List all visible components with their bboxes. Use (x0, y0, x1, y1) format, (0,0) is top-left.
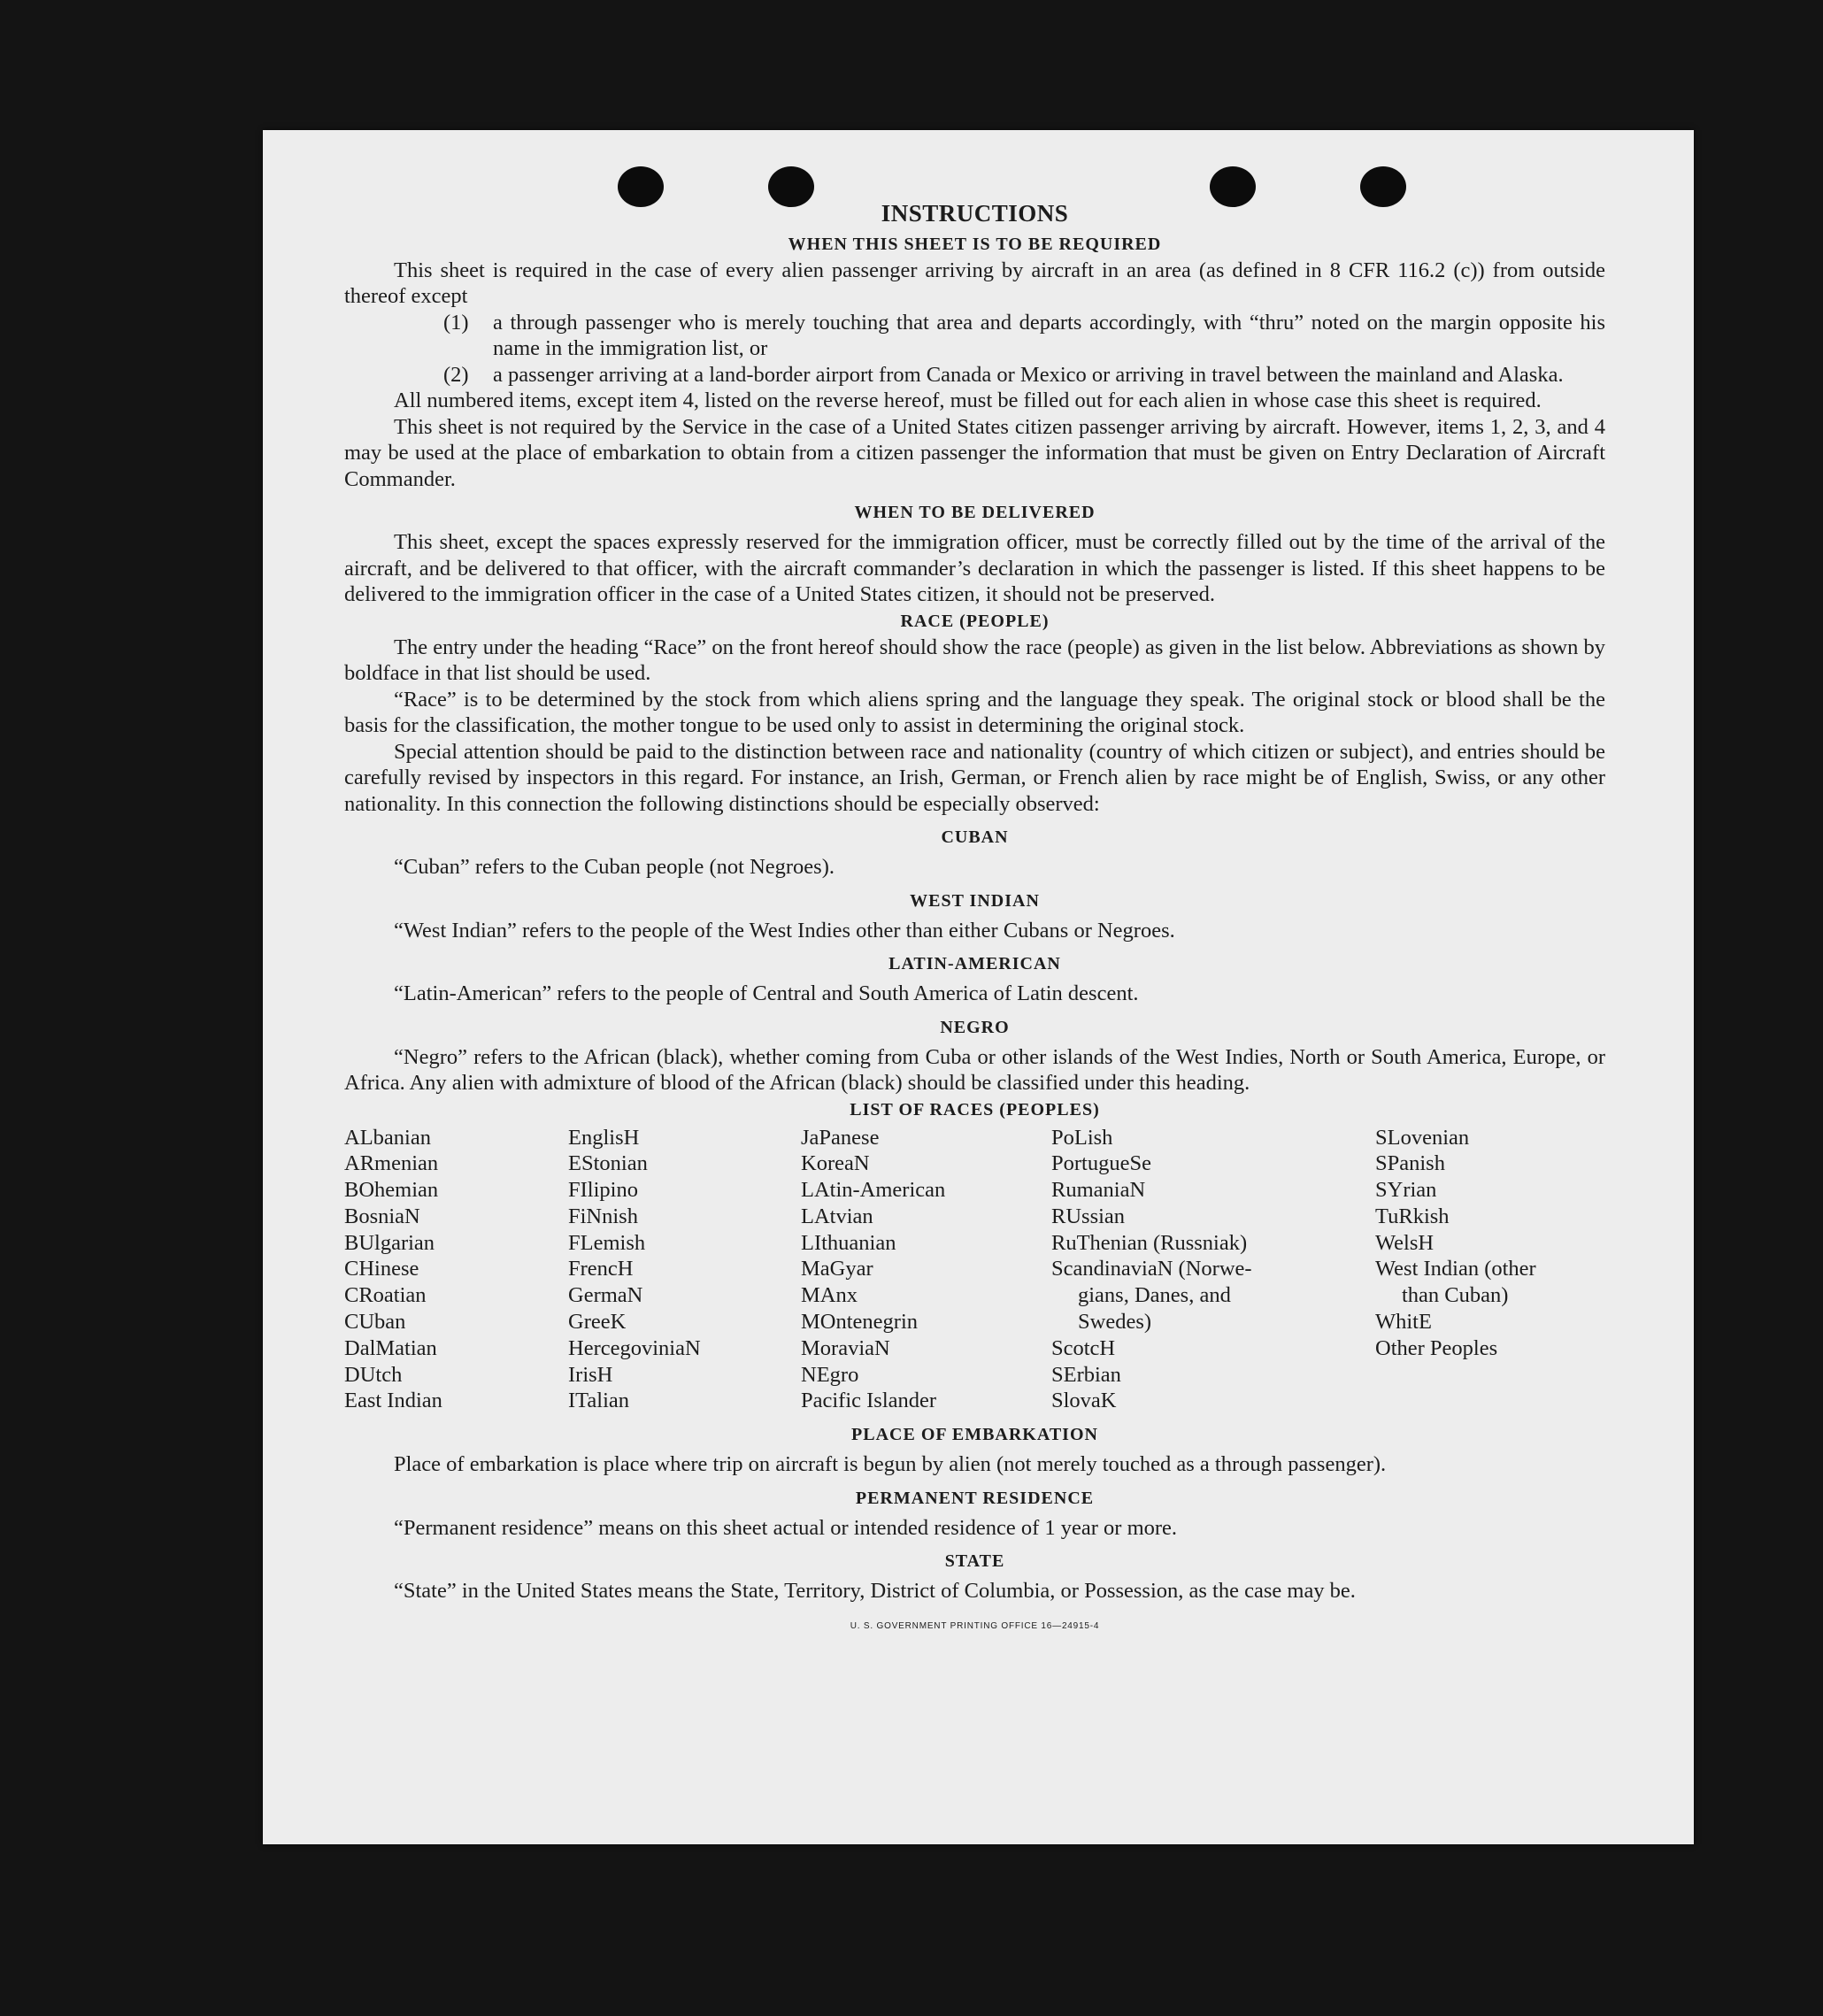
paragraph: This sheet is not required by the Service in the case of a United States citizen passenger arriving by aircraft. However, items 1, 2, 3, and 4 may be used at the place of embarkation to obtain from a citizen passenger the information that must be given on Entry Declaration of Aircraft Commander. (344, 414, 1605, 491)
list-item: MOntenegrin (801, 1310, 918, 1335)
paragraph: “Race” is to be determined by the stock from which aliens spring and the language they speak. The original stock or blood shall be the basis for the classification, the mother tongue to be used only to assist in determining the original stock. (344, 687, 1605, 737)
section-heading-state: STATE (944, 1551, 1005, 1572)
section-heading-negro: NEGRO (940, 1017, 1010, 1037)
list-item: SlovaK (1051, 1389, 1117, 1413)
list-item: HercegoviniaN (568, 1335, 701, 1360)
paragraph: The entry under the heading “Race” on the front hereof should show the race (people) as given in the list below. Abbreviations as shown by boldface in that list should be used. (344, 635, 1605, 685)
races-column-5 (1375, 1125, 1605, 1415)
list-item: MAnx (801, 1283, 858, 1308)
list-item (443, 362, 1605, 389)
list-item: IrisH (568, 1362, 613, 1387)
list-item: GermaN (568, 1283, 643, 1308)
list-item: West Indian (other (1375, 1257, 1536, 1281)
list-item: TuRkish (1375, 1204, 1450, 1228)
section-heading-required: WHEN THIS SHEET IS TO BE REQUIRED (788, 234, 1162, 254)
list-item: Other Peoples (1375, 1335, 1498, 1360)
section-heading-race: RACE (PEOPLE) (900, 611, 1050, 631)
list-item: BUlgarian (344, 1230, 435, 1255)
list-item: RuThenian (Russniak) (1051, 1230, 1248, 1255)
list-item: SPanish (1375, 1151, 1445, 1176)
list-item: RumaniaN (1051, 1178, 1146, 1203)
list-item: East Indian (344, 1389, 442, 1413)
paragraph: All numbered items, except item 4, listed on the reverse hereof, must be filled out for each alien in whose case this sheet is required. (394, 389, 1542, 412)
section-heading-latin-american: LATIN-AMERICAN (888, 954, 1061, 973)
instructions-content (344, 201, 1605, 1639)
list-item: CUban (344, 1310, 406, 1335)
list-item: KoreaN (801, 1151, 870, 1176)
races-column-3 (801, 1125, 1051, 1415)
item-text: a passenger arriving at a land-border airport from Canada or Mexico or arriving in travel between the mainland and Alaska. (493, 362, 1564, 387)
list-item: FiNnish (568, 1204, 638, 1228)
list-item: GreeK (568, 1310, 627, 1335)
list-item-continuation: than Cuban) (1402, 1283, 1509, 1308)
printer-imprint: U. S. GOVERNMENT PRINTING OFFICE 16—24915-4 (850, 1620, 1100, 1631)
list-item: EnglisH (568, 1125, 640, 1150)
section-heading-west-indian: WEST INDIAN (910, 890, 1040, 911)
definition-embarkation: Place of embarkation is place where trip on aircraft is begun by alien (not merely touched as a through passenger). (394, 1452, 1387, 1477)
item-number: (1) (443, 310, 469, 335)
list-item: FIlipino (568, 1178, 638, 1203)
list-item: DalMatian (344, 1335, 437, 1360)
list-item (443, 310, 1605, 362)
definition-west-indian: “West Indian” refers to the people of the West Indies other than either Cubans or Negroes. (394, 918, 1175, 943)
list-item: PoLish (1051, 1125, 1113, 1150)
paragraph: Special attention should be paid to the distinction between race and nationality (country of which citizen or subject), and entries should be carefully revised by inspectors in this regard. For instance, an Irish, German, or French alien by race might be of English, Swiss, or any other nationality. In this connection the following distinctions should be especially observed: (344, 739, 1605, 816)
races-column-1 (344, 1125, 568, 1415)
list-item: SErbian (1051, 1362, 1121, 1387)
section-heading-residence: PERMANENT RESIDENCE (855, 1488, 1095, 1508)
definition-state: “State” in the United States means the State, Territory, District of Columbia, or Possession, as the case may be. (394, 1579, 1356, 1604)
definition-cuban: “Cuban” refers to the Cuban people (not Negroes). (394, 855, 835, 879)
list-item: BosniaN (344, 1204, 420, 1228)
paragraph: This sheet is required in the case of every alien passenger arriving by aircraft in an area (as defined in 8 CFR 116.2 (c)) from outside thereof except (344, 258, 1605, 308)
list-item: CHinese (344, 1257, 419, 1281)
list-item: MaGyar (801, 1257, 873, 1281)
list-item: FLemish (568, 1230, 646, 1255)
list-item: EStonian (568, 1151, 648, 1176)
paragraph: This sheet, except the spaces expressly reserved for the immigration officer, must be correctly filled out by the time of the arrival of the aircraft, and be delivered to that officer, with the aircraft commander’s declaration in which the passenger is listed. If this sheet happens to be delivered to the immigration officer in the case of a United States citizen, it should not be preserved. (344, 530, 1605, 606)
races-list (344, 1125, 1605, 1415)
item-text: a through passenger who is merely touching that area and departs accordingly, with “thru” noted on the margin opposite his name in the immigration list, or (493, 310, 1605, 360)
item-number: (2) (443, 362, 469, 387)
list-item: NEgro (801, 1362, 859, 1387)
races-column-4 (1051, 1125, 1302, 1415)
list-item: PortugueSe (1051, 1151, 1151, 1176)
section-heading-cuban: CUBAN (941, 827, 1009, 847)
list-item: LAtvian (801, 1204, 873, 1228)
page-title: INSTRUCTIONS (881, 200, 1069, 227)
list-item: SLovenian (1375, 1125, 1470, 1150)
definition-negro: “Negro” refers to the African (black), whether coming from Cuba or other islands of the West Indies, North or South America, Europe, or Africa. Any alien with admixture of blood of the African (black) should be classified under this heading. (344, 1044, 1605, 1095)
list-item-continuation: gians, Danes, and (1078, 1283, 1231, 1308)
definition-latin-american: “Latin-American” refers to the people of Central and South America of Latin descent. (394, 981, 1139, 1005)
list-item: LIthuanian (801, 1230, 896, 1255)
definition-residence: “Permanent residence” means on this sheet actual or intended residence of 1 year or more. (394, 1515, 1178, 1540)
section-heading-list: LIST OF RACES (PEOPLES) (850, 1099, 1100, 1120)
list-item: MoraviaN (801, 1335, 890, 1360)
list-item: JaPanese (801, 1125, 880, 1150)
list-item: DUtch (344, 1362, 403, 1387)
list-item: Pacific Islander (801, 1389, 937, 1413)
list-item: BOhemian (344, 1178, 439, 1203)
list-item: ITalian (568, 1389, 630, 1413)
list-item: WelsH (1375, 1230, 1435, 1255)
section-heading-delivered: WHEN TO BE DELIVERED (854, 503, 1096, 522)
list-item: ARmenian (344, 1151, 439, 1176)
list-item: LAtin-American (801, 1178, 946, 1203)
list-item: FrencH (568, 1257, 634, 1281)
list-item-continuation: Swedes) (1078, 1310, 1152, 1335)
list-item: ALbanian (344, 1125, 431, 1150)
list-item: WhitE (1375, 1310, 1432, 1335)
section-heading-embarkation: PLACE OF EMBARKATION (851, 1425, 1098, 1445)
list-item: SYrian (1375, 1178, 1437, 1203)
list-item: ScandinaviaN (Norwe- (1051, 1257, 1252, 1281)
document-sheet (263, 130, 1694, 1844)
list-item: ScotcH (1051, 1335, 1116, 1360)
races-column-2 (568, 1125, 801, 1415)
list-item: CRoatian (344, 1283, 427, 1308)
list-item: RUssian (1051, 1204, 1126, 1228)
